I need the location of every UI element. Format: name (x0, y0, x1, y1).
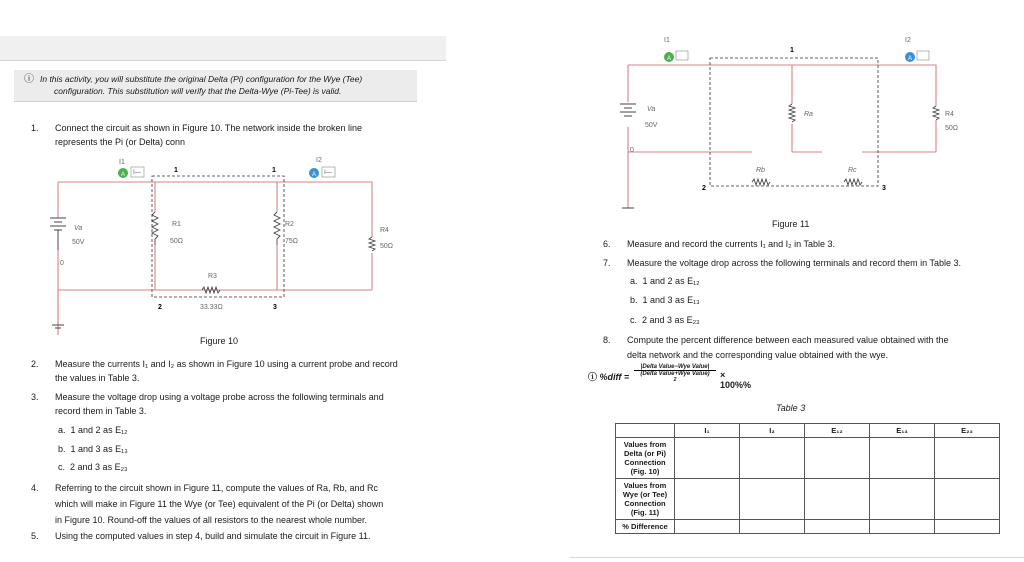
node-label-1: 1 (790, 47, 794, 54)
info-icon: ⓘ (24, 74, 34, 85)
resistor-value-r3: 33.33Ω (200, 304, 223, 311)
step-number: 6. (603, 239, 611, 249)
table-cell[interactable] (740, 479, 805, 520)
table-cell[interactable] (675, 479, 740, 520)
resistor-r3 (202, 287, 220, 293)
row-label-delta: Values from Delta (or Pi) Connection (Fig. 10) (616, 438, 675, 479)
sub-item-c (58, 462, 128, 472)
step-number: 1. (31, 123, 39, 133)
table-cell[interactable] (870, 438, 935, 479)
sub-text: 1 and 2 as E₁₂ (642, 276, 700, 286)
sub-text: 1 and 2 as E₁₂ (70, 425, 128, 435)
resistor-rc (844, 179, 862, 185)
resistor-label-r4: R4 (380, 227, 389, 234)
resistor-label-ra: Ra (804, 111, 813, 118)
resistor-value-r4: 50Ω (380, 243, 394, 250)
table-cell[interactable] (805, 479, 870, 520)
current-probe-i2 (905, 51, 929, 62)
figure-10-circuit (30, 150, 394, 335)
step-text: which will make in Figure 11 the Wye (or Tee) equivalent of the Pi (or Delta) shown (55, 499, 384, 509)
table-cell[interactable] (740, 520, 805, 534)
step-text: record them in Table 3. (55, 406, 147, 416)
step-text: Measure the voltage drop across the following terminals and record them in Table 3. (627, 258, 962, 268)
table-cell[interactable] (870, 479, 935, 520)
formula-fraction (634, 364, 716, 383)
resistor-r4 (933, 106, 939, 120)
sub-item-a (630, 276, 700, 286)
table-cell[interactable] (740, 438, 805, 479)
figure-10-caption: Figure 10 (200, 336, 239, 346)
table-cell[interactable] (935, 520, 1000, 534)
probe-label-i2: I2 (905, 37, 911, 44)
step-number: 5. (31, 531, 39, 541)
table-row (616, 479, 1000, 520)
table-header: I₁ (675, 424, 740, 438)
source-label-va: Va (647, 106, 656, 113)
sub-letter: a. (58, 425, 66, 435)
resistor-label-r3: R3 (208, 273, 217, 280)
table-cell[interactable] (675, 520, 740, 534)
current-probe-i1 (664, 51, 688, 62)
probe-label-i1: I1 (119, 159, 125, 166)
step-text: Referring to the circuit shown in Figure 11, compute the values of Ra, Rb, and Rc (55, 483, 378, 493)
source-value-va: 50V (645, 122, 658, 129)
step-text: the values in Table 3. (55, 373, 140, 383)
svg-text:A: A (120, 172, 126, 178)
table-row (616, 438, 1000, 479)
row-label-percent-difference: % Difference (616, 520, 675, 534)
step-text: Measure the voltage drop using a voltage probe across the following terminals and (55, 392, 384, 402)
formula-multiplier: × 100%% (720, 370, 752, 390)
resistor-rb (752, 179, 770, 185)
battery-va (50, 218, 66, 250)
resistor-label-r2: R2 (285, 221, 294, 228)
sub-text: 1 and 3 as E₁₃ (70, 444, 128, 454)
resistor-label-r1: R1 (172, 221, 181, 228)
table-cell[interactable] (675, 438, 740, 479)
sub-item-c (630, 315, 700, 325)
table-cell[interactable] (805, 438, 870, 479)
info-icon: ⓘ (588, 372, 598, 382)
resistor-ra (789, 104, 795, 122)
resistor-r2 (274, 212, 280, 245)
step-text: Compute the percent difference between each measured value obtained with the (627, 335, 949, 345)
resistor-r4 (369, 237, 375, 251)
formula-lhs: %diff = (599, 372, 630, 382)
node-label-1a: 1 (174, 167, 178, 174)
table-header: E₂₃ (935, 424, 1000, 438)
node-label-2: 2 (158, 304, 162, 311)
table-row (616, 520, 1000, 534)
current-probe-i2 (309, 167, 335, 178)
step-text: Measure the currents I₁ and I₂ as shown in Figure 10 using a current probe and record (55, 359, 398, 369)
table-header: E₁₂ (805, 424, 870, 438)
step-number: 8. (603, 335, 611, 345)
node-label-1b: 1 (272, 167, 276, 174)
table-header (616, 424, 675, 438)
page-divider (570, 557, 1024, 558)
table-cell[interactable] (805, 520, 870, 534)
node-label-3: 3 (882, 185, 886, 192)
svg-text:A: A (907, 56, 913, 62)
resistor-label-rb: Rb (756, 167, 765, 174)
step-text: in Figure 10. Round-off the values of all resistors to the nearest whole number. (55, 515, 368, 525)
sub-text: 2 and 3 as E₂₃ (642, 315, 700, 325)
row-label-wye: Values from Wye (or Tee) Connection (Fig. 11) (616, 479, 675, 520)
step-number: 2. (31, 359, 39, 369)
resistor-label-r4: R4 (945, 111, 954, 118)
activity-note (14, 70, 417, 102)
step-text: delta network and the corresponding value obtained with the wye. (627, 350, 889, 360)
table-cell[interactable] (870, 520, 935, 534)
step-text: Using the computed values in step 4, build and simulate the circuit in Figure 11. (55, 531, 371, 541)
results-table (615, 423, 1000, 534)
probe-label-i2: I2 (316, 157, 322, 164)
sub-item-a (58, 425, 128, 435)
sub-letter: a. (630, 276, 638, 286)
resistor-value-r1: 50Ω (170, 238, 184, 245)
step-text: Measure and record the currents I₁ and I₂ in Table 3. (627, 239, 835, 249)
table-header-row (616, 424, 1000, 438)
sub-text: 1 and 3 as E₁₃ (642, 295, 700, 305)
formula-denominator: (Delta Value+Wye Value) (640, 371, 710, 377)
current-probe-i1 (118, 167, 144, 178)
resistor-r1 (152, 212, 158, 245)
sub-letter: b. (630, 295, 638, 305)
node-label-2: 2 (702, 185, 706, 192)
table-3-caption: Table 3 (776, 403, 806, 413)
sub-letter: c. (58, 462, 66, 472)
circuit-wires (58, 182, 372, 335)
svg-text:A: A (666, 56, 672, 62)
table-header: I₂ (740, 424, 805, 438)
probe-label-i1: I1 (664, 37, 670, 44)
step-text: Connect the circuit as shown in Figure 10. The network inside the broken line (55, 123, 363, 133)
battery-va (620, 104, 636, 116)
figure-11-circuit (612, 32, 959, 210)
note-line-1: In this activity, you will substitute the original Delta (Pi) configuration for the Wye (Tee) (40, 74, 363, 84)
sub-letter: c. (630, 315, 638, 325)
source-value-va: 50V (72, 239, 85, 246)
svg-text:A: A (311, 172, 317, 178)
percent-diff-formula (588, 364, 752, 390)
document-toolbar-strip (0, 36, 446, 61)
circuit-wires (628, 65, 936, 208)
table-header: E₁₃ (870, 424, 935, 438)
source-label-va: Va (74, 225, 83, 232)
svg-text:I—: I— (324, 170, 332, 176)
resistor-value-r2: 75Ω (285, 238, 299, 245)
step-number: 3. (31, 392, 39, 402)
sub-item-b (630, 295, 700, 305)
delta-boundary (152, 176, 284, 297)
note-line-2: configuration. This substitution will verify that the Delta-Wye (Pi-Tee) is valid. (54, 86, 342, 96)
table-cell[interactable] (935, 479, 1000, 520)
resistor-value-r4: 50Ω (945, 125, 959, 132)
sub-text: 2 and 3 as E₂₃ (70, 462, 128, 472)
step-number: 7. (603, 258, 611, 268)
formula-numerator: |Delta Value−Wye Value| (634, 364, 716, 371)
resistor-label-rc: Rc (848, 167, 857, 174)
svg-text:I—: I— (133, 170, 141, 176)
node-label-3: 3 (273, 304, 277, 311)
step-text: represents the Pi (or Delta) conn (55, 137, 186, 147)
sub-letter: b. (58, 444, 66, 454)
table-cell[interactable] (935, 438, 1000, 479)
ground-label-0: 0 (630, 147, 634, 154)
step-number: 4. (31, 483, 39, 493)
ground-label-0: 0 (60, 260, 64, 267)
figure-11-caption: Figure 11 (772, 219, 810, 229)
formula-divisor: 2 (673, 377, 677, 383)
sub-item-b (58, 444, 128, 454)
